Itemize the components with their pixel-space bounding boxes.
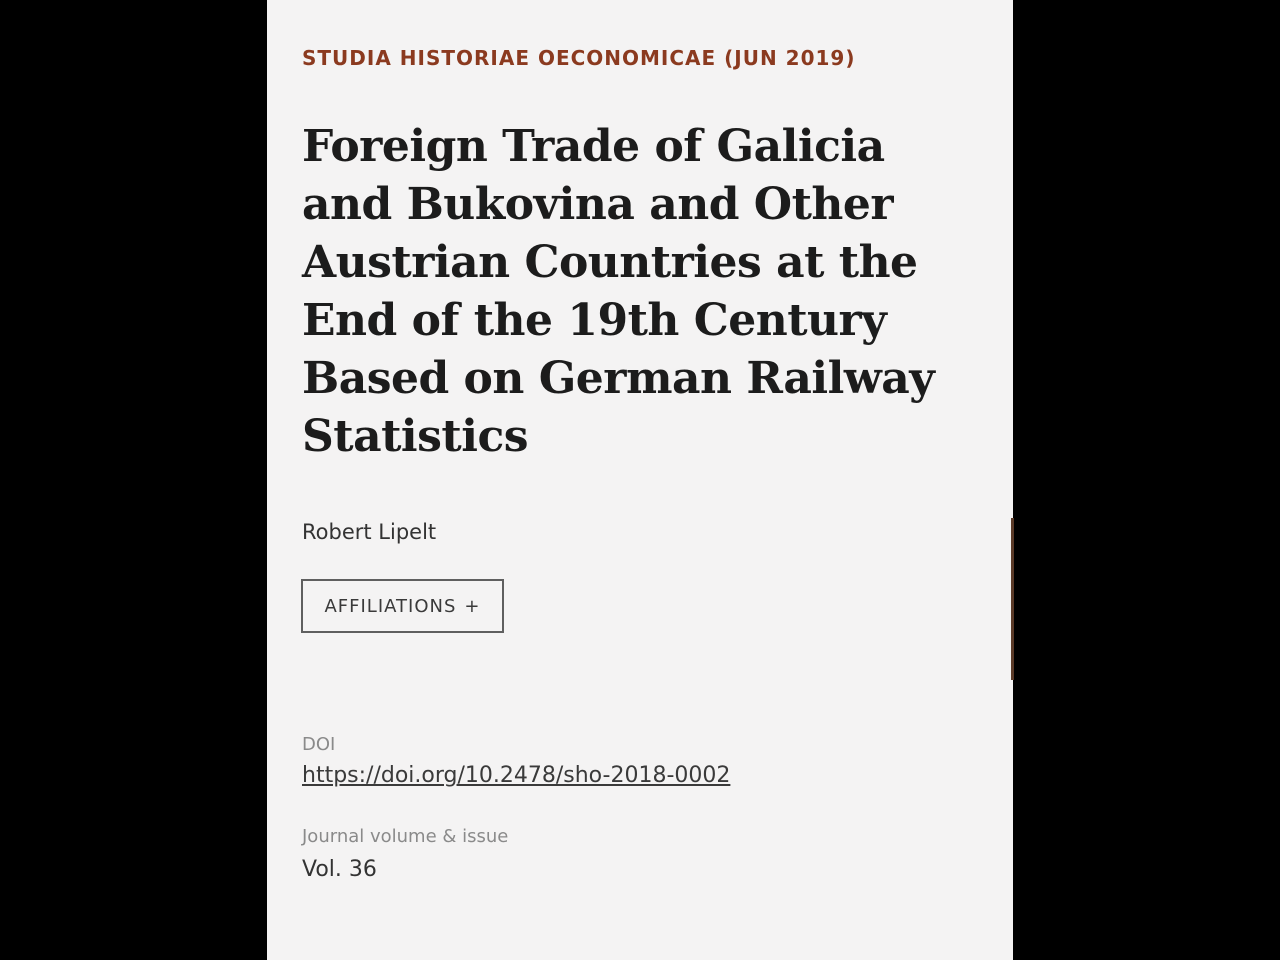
article-page [267,0,1013,960]
scroll-accent-bar [1011,518,1014,680]
author-name[interactable]: Robert Lipelt [302,520,437,544]
journal-volume-value: Vol. 36 [302,857,377,882]
journal-volume-label: Journal volume & issue [302,826,509,847]
doi-link[interactable]: https://doi.org/10.2478/sho-2018-0002 [302,763,731,788]
journal-name[interactable]: STUDIA HISTORIAE OECONOMICAE (JUN 2019) [302,46,856,70]
doi-label: DOI [302,734,336,755]
plus-icon: + [464,595,481,617]
affiliations-button[interactable] [301,579,504,633]
affiliations-label: AFFILIATIONS [324,595,457,617]
article-title: Foreign Trade of Galicia and Bukovina and Other Austrian Countries at the End of the 19th Century Based on German Railway Statistics [302,121,935,462]
